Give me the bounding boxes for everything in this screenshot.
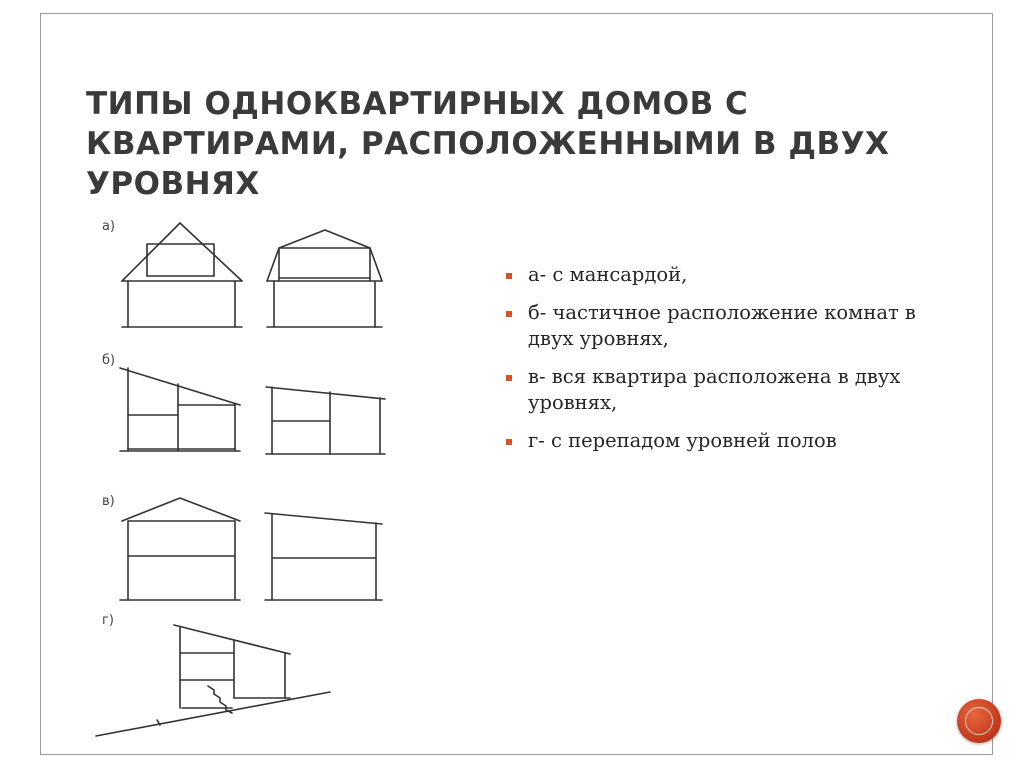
house-b-left — [120, 368, 240, 451]
slide-title — [86, 84, 946, 204]
house-a-left — [122, 223, 242, 327]
house-d-split-level — [96, 625, 330, 736]
figure-label-b: б) — [102, 353, 116, 368]
title-line-2: КВАРТИРАМИ, РАСПОЛОЖЕННЫМИ В ДВУХ — [86, 126, 890, 162]
bullet-text: в- вся квартира расположена в двух уровнях, — [528, 365, 901, 414]
title-line-3: УРОВНЯХ — [86, 166, 260, 202]
bullet-item — [506, 300, 936, 352]
house-types-drawing — [92, 208, 402, 746]
bullet-text: б- частичное расположение комнат в двух уровнях, — [528, 301, 916, 350]
bullet-text: г- с перепадом уровней полов — [528, 429, 837, 452]
bullet-text: а- с мансардой, — [528, 263, 688, 286]
circle-nav-button-icon[interactable] — [957, 699, 1001, 743]
title-line-1: ТИПЫ ОДНОКВАРТИРНЫХ ДОМОВ С — [86, 86, 749, 122]
bullet-marker-icon — [506, 273, 512, 279]
bullet-item — [506, 364, 936, 416]
bullet-marker-icon — [506, 439, 512, 445]
bullet-item — [506, 262, 936, 288]
bullet-item — [506, 428, 936, 454]
bullet-marker-icon — [506, 375, 512, 381]
house-c-left — [120, 498, 240, 600]
house-c-right — [265, 513, 382, 600]
figure-label-d: г) — [102, 613, 114, 628]
bullet-list — [506, 262, 936, 466]
house-b-right — [266, 387, 385, 454]
figure-label-c: в) — [102, 494, 115, 509]
house-a-right — [267, 230, 382, 327]
figure-label-a: а) — [102, 219, 116, 234]
bullet-marker-icon — [506, 311, 512, 317]
